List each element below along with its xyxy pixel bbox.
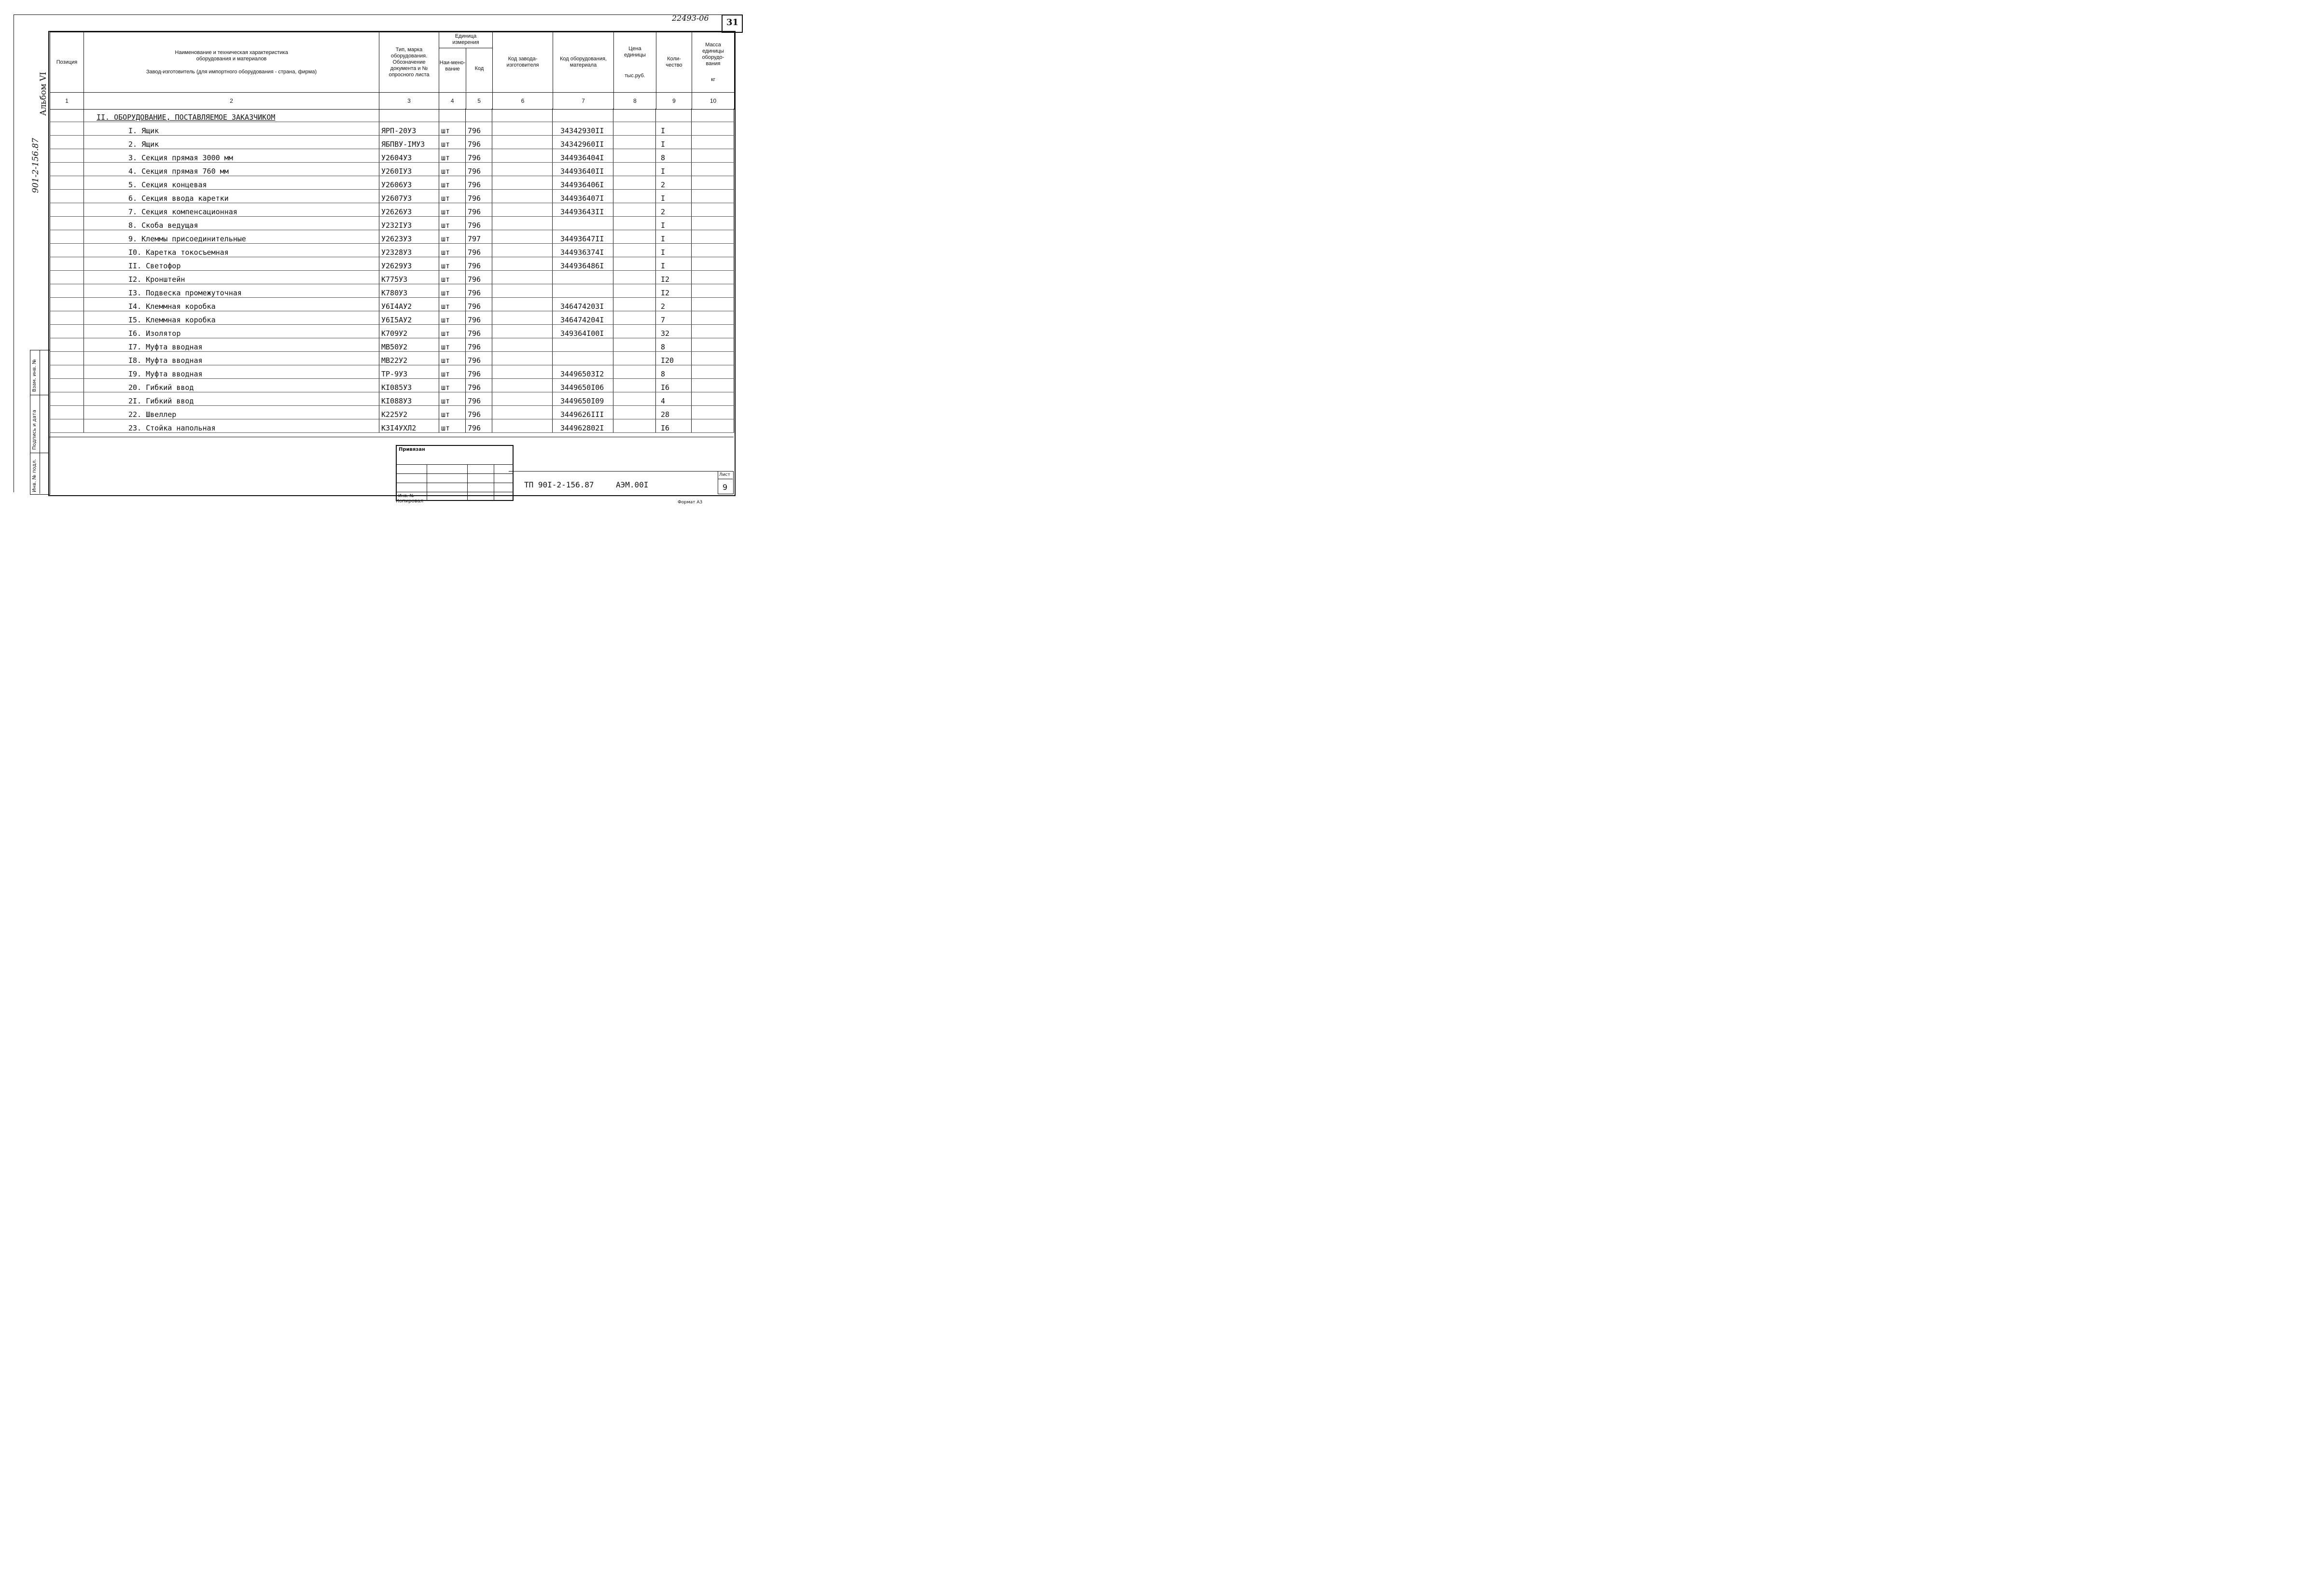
item-material-code: 34342960II xyxy=(553,136,613,149)
item-type: У2626У3 xyxy=(379,203,439,217)
item-name: I8. Муфта вводная xyxy=(84,352,379,365)
item-quantity: I6 xyxy=(656,379,692,392)
price-cell xyxy=(613,379,656,392)
item-material-code xyxy=(553,352,613,365)
plant-code-cell xyxy=(492,352,553,365)
col-header-unit-code: Код xyxy=(474,66,484,71)
item-unit-code: 796 xyxy=(466,406,492,419)
item-type: У6I4АУ2 xyxy=(379,298,439,311)
mass-cell xyxy=(692,136,734,149)
plant-code-cell xyxy=(492,230,553,244)
item-unit: шт xyxy=(439,379,466,392)
plant-code-cell xyxy=(492,163,553,176)
doc-mark: АЭМ.00I xyxy=(616,480,649,489)
item-material-code xyxy=(553,217,613,230)
item-name: 6. Секция ввода каретки xyxy=(84,190,379,203)
position-cell xyxy=(50,352,84,365)
price-cell xyxy=(613,271,656,284)
item-type: У2607У3 xyxy=(379,190,439,203)
table-row xyxy=(50,190,734,203)
top-line xyxy=(14,14,742,15)
item-name: I0. Каретка токосъемная xyxy=(84,244,379,257)
position-cell xyxy=(50,379,84,392)
position-cell xyxy=(50,230,84,244)
position-cell xyxy=(50,203,84,217)
item-material-code: 344936374I xyxy=(553,244,613,257)
item-unit: шт xyxy=(439,392,466,406)
item-unit: шт xyxy=(439,406,466,419)
position-cell xyxy=(50,122,84,136)
item-quantity: 2 xyxy=(656,298,692,311)
sheet-number: 9 xyxy=(723,483,728,492)
position-cell xyxy=(50,244,84,257)
price-cell xyxy=(613,217,656,230)
position-cell xyxy=(50,419,84,433)
item-material-code: 3449650I06 xyxy=(553,379,613,392)
mass-cell xyxy=(692,176,734,190)
position-cell xyxy=(50,284,84,298)
plant-code-cell xyxy=(492,392,553,406)
plant-code-cell xyxy=(492,136,553,149)
item-unit: шт xyxy=(439,136,466,149)
col-number: 10 xyxy=(692,93,735,110)
item-material-code: 349364I00I xyxy=(553,325,613,338)
mass-cell xyxy=(692,325,734,338)
price-cell xyxy=(613,176,656,190)
col-header-plant-code: Код завода-изготовителя xyxy=(493,32,553,93)
col-header-position: Позиция xyxy=(50,32,84,93)
col-number: 6 xyxy=(493,93,553,110)
item-material-code: 34496503I2 xyxy=(553,365,613,379)
mass-cell xyxy=(692,230,734,244)
format-label: Формат А3 xyxy=(678,500,703,505)
item-unit: шт xyxy=(439,419,466,433)
price-cell xyxy=(613,203,656,217)
item-material-code xyxy=(553,338,613,352)
position-cell xyxy=(50,298,84,311)
col-number: 3 xyxy=(379,93,439,110)
price-cell xyxy=(613,406,656,419)
doc-number: 22493-06 xyxy=(672,14,709,23)
item-unit-code: 796 xyxy=(466,392,492,406)
table-row xyxy=(50,392,734,406)
item-quantity: 8 xyxy=(656,365,692,379)
item-type: ЯБПВУ-IМУ3 xyxy=(379,136,439,149)
item-name: I2. Кронштейн xyxy=(84,271,379,284)
col-number: 7 xyxy=(553,93,614,110)
position-cell xyxy=(50,406,84,419)
table-row xyxy=(50,271,734,284)
price-cell xyxy=(613,365,656,379)
item-unit: шт xyxy=(439,149,466,163)
table-row xyxy=(50,365,734,379)
item-unit: шт xyxy=(439,230,466,244)
item-type: У260IУ3 xyxy=(379,163,439,176)
item-type: МВ22У2 xyxy=(379,352,439,365)
col-header-mass: Масса единицы оборудо-вания кг xyxy=(692,32,735,93)
item-unit-code: 796 xyxy=(466,190,492,203)
price-cell xyxy=(613,163,656,176)
col-header-quantity: Коли-чество xyxy=(656,32,692,93)
plant-code-cell xyxy=(492,365,553,379)
item-type: КI085У3 xyxy=(379,379,439,392)
mass-cell xyxy=(692,163,734,176)
item-material-code: 34493643II xyxy=(553,203,613,217)
price-cell xyxy=(613,149,656,163)
col-number: 5 xyxy=(466,93,493,110)
item-name: I7. Муфта вводная xyxy=(84,338,379,352)
col-number: 1 xyxy=(50,93,84,110)
table-row xyxy=(50,311,734,325)
position-cell xyxy=(50,176,84,190)
table-row xyxy=(50,284,734,298)
table-row xyxy=(50,149,734,163)
item-quantity: I xyxy=(656,217,692,230)
mass-cell xyxy=(692,298,734,311)
plant-code-cell xyxy=(492,122,553,136)
plant-code-cell xyxy=(492,325,553,338)
mass-cell xyxy=(692,122,734,136)
item-quantity: I2 xyxy=(656,271,692,284)
item-quantity: I xyxy=(656,257,692,271)
item-type: ЯРП-20У3 xyxy=(379,122,439,136)
plant-code-cell xyxy=(492,149,553,163)
item-material-code: 3449626III xyxy=(553,406,613,419)
plant-code-cell xyxy=(492,203,553,217)
item-quantity: I xyxy=(656,136,692,149)
price-cell xyxy=(613,190,656,203)
item-type: К780У3 xyxy=(379,284,439,298)
item-quantity: I xyxy=(656,190,692,203)
item-unit-code: 796 xyxy=(466,365,492,379)
col-number: 2 xyxy=(84,93,379,110)
item-name: 3. Секция прямая 3000 мм xyxy=(84,149,379,163)
position-cell xyxy=(50,217,84,230)
position-cell xyxy=(50,311,84,325)
item-unit: шт xyxy=(439,257,466,271)
item-quantity: 4 xyxy=(656,392,692,406)
position-cell xyxy=(50,392,84,406)
plant-code-cell xyxy=(492,406,553,419)
item-unit-code: 796 xyxy=(466,244,492,257)
item-material-code: 346474204I xyxy=(553,311,613,325)
price-cell xyxy=(613,136,656,149)
item-unit: шт xyxy=(439,298,466,311)
table-row xyxy=(50,419,734,433)
column-number-row xyxy=(50,93,735,110)
item-name: 2. Ящик xyxy=(84,136,379,149)
item-unit-code: 796 xyxy=(466,149,492,163)
stamp-label-replace: Взам. инв. № xyxy=(32,359,37,392)
plant-code-cell xyxy=(492,217,553,230)
mass-cell xyxy=(692,379,734,392)
position-cell xyxy=(50,338,84,352)
position-cell xyxy=(50,190,84,203)
item-quantity: 8 xyxy=(656,149,692,163)
item-material-code: 34342930II xyxy=(553,122,613,136)
price-cell xyxy=(613,284,656,298)
item-quantity: 28 xyxy=(656,406,692,419)
mass-cell xyxy=(692,149,734,163)
item-type: МВ50У2 xyxy=(379,338,439,352)
plant-code-cell xyxy=(492,379,553,392)
item-material-code: 34493640II xyxy=(553,163,613,176)
col-header-type: Тип, марка оборудования. Обозначение документа и № опросного листа xyxy=(379,32,439,93)
table-row xyxy=(50,122,734,136)
table-row xyxy=(50,406,734,419)
item-unit-code: 796 xyxy=(466,122,492,136)
item-material-code: 344936486I xyxy=(553,257,613,271)
bound-label: Привязан xyxy=(399,447,425,452)
item-type: У6I5АУ2 xyxy=(379,311,439,325)
table-row xyxy=(50,176,734,190)
section-row xyxy=(50,109,734,122)
item-unit-code: 796 xyxy=(466,325,492,338)
stamp-label-sign: Подпись и дата xyxy=(32,410,37,450)
price-cell xyxy=(613,230,656,244)
price-cell xyxy=(613,352,656,365)
item-type: КI088У3 xyxy=(379,392,439,406)
item-quantity: 32 xyxy=(656,325,692,338)
table-row xyxy=(50,298,734,311)
table-row xyxy=(50,379,734,392)
item-unit-code: 796 xyxy=(466,379,492,392)
table-row xyxy=(50,136,734,149)
doc-code: ТП 90I-2-156.87 xyxy=(524,480,594,489)
mass-cell xyxy=(692,284,734,298)
item-name: 20. Гибкий ввод xyxy=(84,379,379,392)
inv-label: Инв. № xyxy=(398,494,415,499)
table-row xyxy=(50,352,734,365)
item-unit: шт xyxy=(439,122,466,136)
table-row xyxy=(50,203,734,217)
item-unit: шт xyxy=(439,338,466,352)
equipment-table xyxy=(50,109,734,433)
col-number: 4 xyxy=(439,93,466,110)
item-name: I9. Муфта вводная xyxy=(84,365,379,379)
mass-cell xyxy=(692,203,734,217)
col-number: 9 xyxy=(656,93,692,110)
album-label: Альбом VI xyxy=(39,71,48,116)
plant-code-cell xyxy=(492,311,553,325)
item-unit-code: 796 xyxy=(466,271,492,284)
title-block-line xyxy=(509,471,734,472)
mass-cell xyxy=(692,311,734,325)
mass-cell xyxy=(692,352,734,365)
item-material-code: 344936406I xyxy=(553,176,613,190)
item-quantity: I2 xyxy=(656,284,692,298)
item-unit-code: 796 xyxy=(466,311,492,325)
item-type: У2604У3 xyxy=(379,149,439,163)
item-unit-code: 796 xyxy=(466,284,492,298)
table-row xyxy=(50,338,734,352)
item-name: 9. Клеммы присоединительные xyxy=(84,230,379,244)
col-header-unit-group: Единица измерения Наи-мено-вание Код xyxy=(439,32,493,93)
item-quantity: 2 xyxy=(656,176,692,190)
mass-cell xyxy=(692,365,734,379)
item-material-code: 3449650I09 xyxy=(553,392,613,406)
section-title: II. ОБОРУДОВАНИЕ, ПОСТАВЛЯЕМОЕ ЗАКАЗЧИКОМ xyxy=(97,113,276,122)
sheet-label: Лист xyxy=(719,472,730,477)
table-row xyxy=(50,217,734,230)
item-quantity: I xyxy=(656,122,692,136)
item-unit-code: 796 xyxy=(466,298,492,311)
item-unit: шт xyxy=(439,217,466,230)
item-name: 4. Секция прямая 760 мм xyxy=(84,163,379,176)
item-type: К775У3 xyxy=(379,271,439,284)
binding-stamp xyxy=(396,445,514,501)
item-name: 22. Швеллер xyxy=(84,406,379,419)
item-material-code: 344936404I xyxy=(553,149,613,163)
table-row xyxy=(50,230,734,244)
mass-cell xyxy=(692,419,734,433)
item-name: I3. Подвеска промежуточная xyxy=(84,284,379,298)
item-unit-code: 796 xyxy=(466,419,492,433)
position-cell xyxy=(50,271,84,284)
page-number: 31 xyxy=(726,17,739,28)
item-unit: шт xyxy=(439,325,466,338)
price-cell xyxy=(613,392,656,406)
item-material-code: 346474203I xyxy=(553,298,613,311)
item-type: У2623У3 xyxy=(379,230,439,244)
item-quantity: I xyxy=(656,244,692,257)
item-quantity: I xyxy=(656,230,692,244)
item-quantity: I xyxy=(656,163,692,176)
mass-cell xyxy=(692,338,734,352)
item-type: ТР-9У3 xyxy=(379,365,439,379)
item-material-code xyxy=(553,271,613,284)
plant-code-cell xyxy=(492,419,553,433)
item-type: У2629У3 xyxy=(379,257,439,271)
mass-cell xyxy=(692,244,734,257)
plant-code-cell xyxy=(492,257,553,271)
item-unit-code: 796 xyxy=(466,257,492,271)
plant-code-cell xyxy=(492,338,553,352)
position-cell xyxy=(50,325,84,338)
item-unit: шт xyxy=(439,203,466,217)
item-name: 5. Секция концевая xyxy=(84,176,379,190)
item-quantity: I20 xyxy=(656,352,692,365)
plant-code-cell xyxy=(492,244,553,257)
item-unit-code: 796 xyxy=(466,136,492,149)
item-unit: шт xyxy=(439,190,466,203)
copied-label: Копировал xyxy=(396,499,424,504)
item-unit-code: 796 xyxy=(466,163,492,176)
col-header-name: Наименование и техническая характеристика оборудования и материалов Завод-изготовитель (для импортного оборудования - страна, фирма) xyxy=(84,32,379,93)
item-name: I6. Изолятор xyxy=(84,325,379,338)
item-type: У2606У3 xyxy=(379,176,439,190)
item-type: У232IУ3 xyxy=(379,217,439,230)
position-cell xyxy=(50,365,84,379)
item-unit-code: 796 xyxy=(466,176,492,190)
item-material-code: 344962802I xyxy=(553,419,613,433)
mass-cell xyxy=(692,257,734,271)
item-unit-code: 796 xyxy=(466,338,492,352)
col-number: 8 xyxy=(614,93,656,110)
mass-cell xyxy=(692,190,734,203)
item-quantity: 2 xyxy=(656,203,692,217)
mass-cell xyxy=(692,217,734,230)
item-type: У2328У3 xyxy=(379,244,439,257)
header-table xyxy=(50,32,735,110)
item-unit: шт xyxy=(439,284,466,298)
position-cell xyxy=(50,257,84,271)
item-unit: шт xyxy=(439,311,466,325)
item-quantity: 8 xyxy=(656,338,692,352)
price-cell xyxy=(613,311,656,325)
table-row xyxy=(50,257,734,271)
col-header-price: Цена единицы тыс.руб. xyxy=(614,32,656,93)
plant-code-cell xyxy=(492,176,553,190)
item-name: II. Светофор xyxy=(84,257,379,271)
plant-code-cell xyxy=(492,271,553,284)
item-type: К709У2 xyxy=(379,325,439,338)
item-unit: шт xyxy=(439,352,466,365)
plant-code-cell xyxy=(492,298,553,311)
table-row xyxy=(50,325,734,338)
item-unit-code: 796 xyxy=(466,203,492,217)
price-cell xyxy=(613,419,656,433)
item-name: 8. Скоба ведущая xyxy=(84,217,379,230)
item-unit: шт xyxy=(439,176,466,190)
item-type: К225У2 xyxy=(379,406,439,419)
item-quantity: I6 xyxy=(656,419,692,433)
item-material-code xyxy=(553,284,613,298)
item-unit: шт xyxy=(439,244,466,257)
item-material-code: 34493647II xyxy=(553,230,613,244)
price-cell xyxy=(613,257,656,271)
position-cell xyxy=(50,163,84,176)
item-name: I. Ящик xyxy=(84,122,379,136)
item-name: I4. Клеммная коробка xyxy=(84,298,379,311)
price-cell xyxy=(613,325,656,338)
price-cell xyxy=(613,122,656,136)
item-unit-code: 797 xyxy=(466,230,492,244)
item-name: 2I. Гибкий ввод xyxy=(84,392,379,406)
position-cell xyxy=(50,149,84,163)
table-row xyxy=(50,163,734,176)
project-code-handwritten: 901-2-156.87 xyxy=(31,138,41,193)
item-unit: шт xyxy=(439,365,466,379)
price-cell xyxy=(613,338,656,352)
item-quantity: 7 xyxy=(656,311,692,325)
item-name: 7. Секция компенсационная xyxy=(84,203,379,217)
col-header-unit-name: Наи-мено-вание xyxy=(439,48,466,92)
item-unit-code: 796 xyxy=(466,217,492,230)
item-name: I5. Клеммная коробка xyxy=(84,311,379,325)
mass-cell xyxy=(692,392,734,406)
item-type: К3I4УХЛ2 xyxy=(379,419,439,433)
col-header-material-code: Код оборудования, материала xyxy=(553,32,614,93)
plant-code-cell xyxy=(492,284,553,298)
price-cell xyxy=(613,244,656,257)
item-unit: шт xyxy=(439,163,466,176)
item-unit-code: 796 xyxy=(466,352,492,365)
item-name: 23. Стойка напольная xyxy=(84,419,379,433)
mass-cell xyxy=(692,406,734,419)
mass-cell xyxy=(692,271,734,284)
table-row xyxy=(50,244,734,257)
plant-code-cell xyxy=(492,190,553,203)
stamp-label-inv: Инв. № подл. xyxy=(32,459,37,492)
item-unit: шт xyxy=(439,271,466,284)
item-material-code: 344936407I xyxy=(553,190,613,203)
price-cell xyxy=(613,298,656,311)
position-cell xyxy=(50,136,84,149)
